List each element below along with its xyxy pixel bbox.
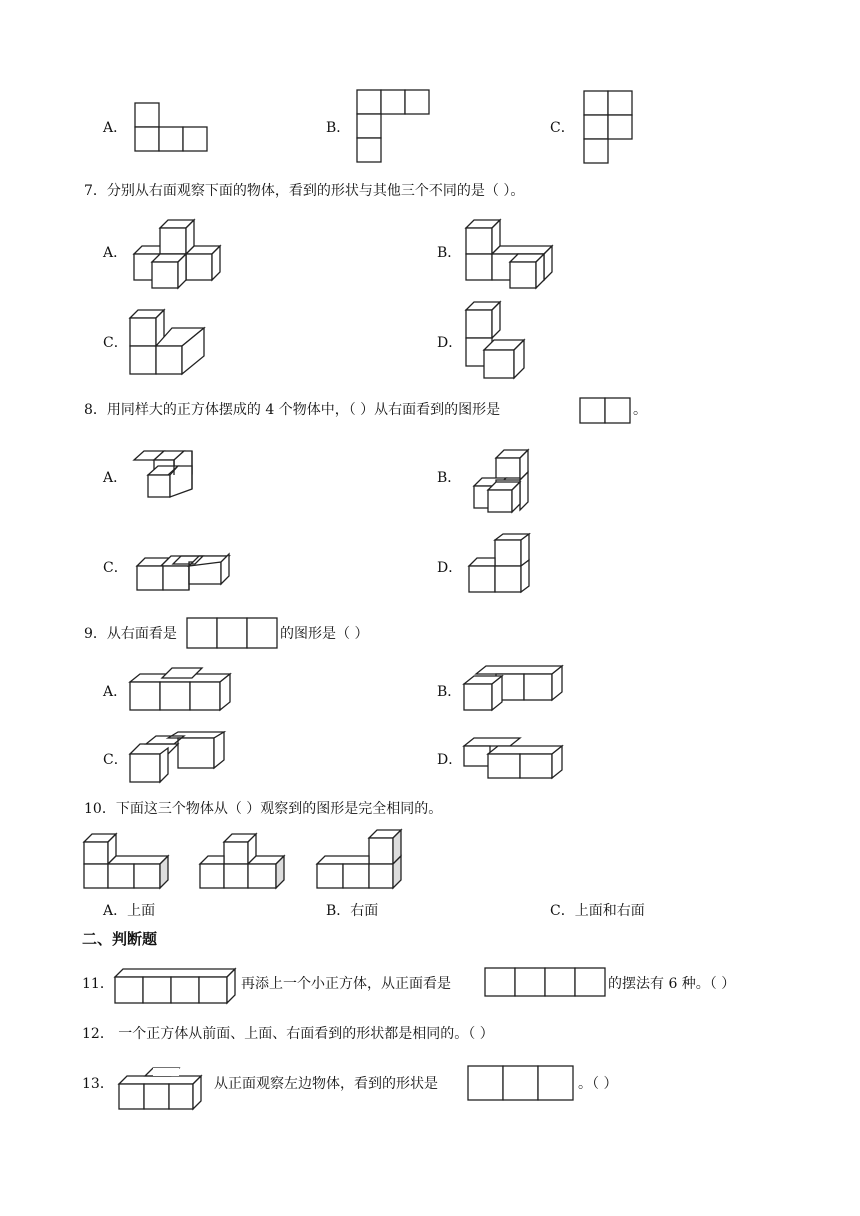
q13-number: 13． [82,1076,114,1092]
q7-option-c-figure [126,304,210,378]
q10-question-text: 10．下面这三个物体从（ ）观察到的图形是完全相同的。 [84,801,443,817]
q6-option-c-label: C． [550,120,575,136]
q9-option-d-figure [462,736,566,782]
q10-option-c: C．上面和右面 [550,903,645,919]
q8-option-c-figure [133,548,233,594]
q11-text-end: 的摆法有 6 种。（ ） [608,976,736,992]
q9-question-end: 的图形是（ ） [280,626,369,642]
q12-question-text: 12． 一个正方体从前面、上面、右面看到的形状都是相同的。（ ） [82,1026,494,1042]
q6-option-c-figure [582,89,636,167]
q9-option-a-label: A． [103,684,128,700]
q13-text-middle: 从正面观察左边物体，看到的形状是 [214,1076,438,1092]
q8-option-d-label: D． [437,560,463,576]
q7-option-b-figure [462,212,562,292]
q9-option-b-label: B． [437,684,462,700]
q11-text-middle: 再添上一个小正方体，从正面看是 [241,976,451,992]
q8-question-text: 8．用同样大的正方体摆成的 4 个物体中，（ ）从右面看到的图形是 [84,402,501,418]
q11-number: 11． [82,976,114,992]
q13-figure-cubes [117,1064,209,1114]
q9-inline-right-view [185,616,281,652]
q6-option-a-label: A． [103,120,128,136]
q8-option-a-figure [130,448,200,504]
q8-option-a-label: A． [103,470,128,486]
q7-option-d-figure [462,300,542,384]
q7-option-c-label: C． [103,335,128,351]
q10-object-3 [313,826,407,892]
q10-option-b: B．右面 [326,903,379,919]
q7-option-b-label: B． [437,245,462,261]
q6-option-b-label: B． [326,120,351,136]
q13-text-end: 。（ ） [578,1076,618,1092]
q7-question-text: 7．分别从右面观察下面的物体，看到的形状与其他三个不同的是（ ）。 [84,183,525,199]
q7-option-a-figure [126,212,230,292]
q7-option-a-label: A． [103,245,128,261]
q10-object-2 [196,830,290,892]
q8-option-d-figure [465,532,537,598]
q8-question-end: 。 [633,402,647,418]
q9-question-start: 9．从右面看是 [84,626,177,642]
q6-option-b-figure [355,88,433,166]
q8-option-c-label: C． [103,560,128,576]
q9-option-a-figure [128,666,238,714]
q10-object-1 [80,830,174,892]
section-title-judgement: 二、判断题 [82,930,158,948]
q8-option-b-figure [470,448,534,520]
q8-option-b-label: B． [437,470,462,486]
q9-option-c-figure [128,730,228,786]
q9-option-b-figure [462,664,566,716]
q11-front-view-figure [483,966,609,1000]
q13-front-view-figure [466,1064,576,1104]
q10-option-a: A．上面 [103,903,156,919]
q8-inline-right-view [578,396,634,426]
q7-option-d-label: D． [437,335,463,351]
q11-figure-cubes [113,967,241,1005]
q9-option-d-label: D． [437,752,463,768]
q9-option-c-label: C． [103,752,128,768]
q6-option-a-figure [133,101,209,153]
